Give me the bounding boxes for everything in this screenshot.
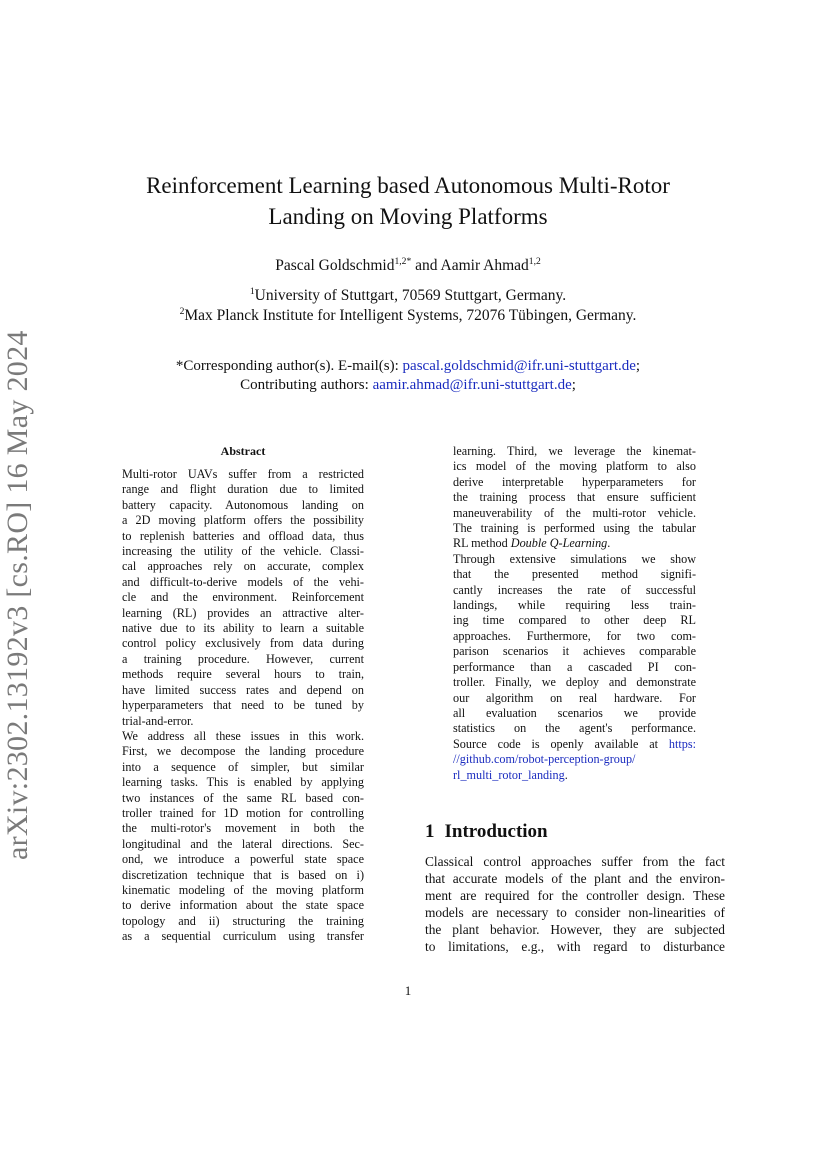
abstract-line: and difficult-to-derive models of the vehi- xyxy=(122,574,364,589)
source-code-link[interactable]: rl_multi_rotor_landing xyxy=(453,767,565,782)
abstract-line: our algorithm on real hardware. For xyxy=(453,690,696,705)
abstract-line: as a sequential curriculum using transfer xyxy=(122,929,364,944)
correspondence-block xyxy=(100,357,716,395)
source-code-line xyxy=(453,737,696,752)
body-line: that accurate models of the plant and the environ- xyxy=(425,871,725,886)
author-name: Aamir Ahmad xyxy=(440,257,529,274)
abstract-line: the multi-rotor's movement in both the xyxy=(122,821,364,836)
abstract-line: parison scenarios it achieves comparable xyxy=(453,644,696,659)
abstract-line: approaches. Furthermore, for two com- xyxy=(453,628,696,643)
abstract-line: hyperparameters that need to be tuned by xyxy=(122,698,364,713)
abstract-line: Through extensive simulations we show xyxy=(453,551,696,566)
abstract-line: ics model of the moving platform to also xyxy=(453,459,696,474)
abstract-line: a training procedure. However, current xyxy=(122,651,364,666)
affiliation-line xyxy=(100,306,716,326)
abstract-line: all evaluation scenarios we provide xyxy=(453,705,696,720)
section-title: Introduction xyxy=(444,821,548,842)
abstract-line: learning (RL) provides an attractive alter- xyxy=(122,605,364,620)
affiliation-mark: 2 xyxy=(179,305,185,317)
arxiv-identifier-stamp xyxy=(0,330,41,860)
affiliation-text: University of Stuttgart, 70569 Stuttgart, Germany. xyxy=(254,287,567,304)
title-line-1: Reinforcement Learning based Autonomous Multi-Rotor xyxy=(146,173,670,198)
abstract-line: that the presented method signifi- xyxy=(453,567,696,582)
abstract-line: landings, while requiring less train- xyxy=(453,598,696,613)
abstract-line: topology and ii) structuring the training xyxy=(122,913,364,928)
abstract-line: control policy exclusively from data during xyxy=(122,636,364,651)
author-affiliation-mark: 1,2 xyxy=(528,255,541,267)
abstract-line: cantly increases the rate of successful xyxy=(453,582,696,597)
abstract-heading: Abstract xyxy=(220,444,266,458)
abstract-line: native due to its ability to learn a suitable xyxy=(122,621,364,636)
method-suffix: . xyxy=(607,536,611,551)
affiliation-mark: 1 xyxy=(249,285,255,297)
abstract-line: range and flight duration due to limited xyxy=(122,482,364,497)
body-line: models are necessary to consider non-linearities of xyxy=(425,905,725,920)
affiliation-list xyxy=(100,286,716,326)
corresponding-author-line xyxy=(100,357,716,376)
section-number: 1 xyxy=(425,821,435,842)
abstract-line: battery capacity. Autonomous landing on xyxy=(122,497,364,512)
abstract-line: troller. Finally, we deploy and demonstrate xyxy=(453,675,696,690)
abstract-left-column xyxy=(122,467,364,945)
source-code-line xyxy=(453,752,696,767)
author-affiliation-mark: 1,2* xyxy=(394,255,412,267)
contributing-end: ; xyxy=(571,377,576,393)
contributing-email-link[interactable]: aamir.ahmad@ifr.uni-stuttgart.de xyxy=(372,377,572,393)
body-line: Classical control approaches suffer from the fact xyxy=(425,854,725,869)
author-name: Pascal Goldschmid xyxy=(275,257,395,274)
corresponding-email-link[interactable]: pascal.goldschmid@ifr.uni-stuttgart.de xyxy=(402,358,636,374)
arxiv-identifier-text: arXiv:2302.13192v3 [cs.RO] 16 May 2024 xyxy=(1,330,34,860)
body-line: to limitations, e.g., with regard to disturbance xyxy=(425,939,725,954)
contributing-authors-line xyxy=(100,376,716,395)
abstract-line: The training is performed using the tabular xyxy=(453,521,696,536)
abstract-line: longitudinal and the lateral directions. Sec- xyxy=(122,836,364,851)
body-line: ment are required for the controller design. These xyxy=(425,888,725,903)
abstract-method-line xyxy=(453,536,696,551)
source-prefix: Source code is openly available at xyxy=(453,736,669,751)
body-line: the plant behavior. However, they are subjected xyxy=(425,922,725,937)
corresponding-label: *Corresponding author(s). E-mail(s): xyxy=(175,358,403,374)
affiliation-text: Max Planck Institute for Intelligent Systems, 72076 Tübingen, Germany. xyxy=(184,307,637,324)
abstract-line: the training process that ensure sufficient xyxy=(453,490,696,505)
affiliation-line xyxy=(100,286,716,306)
abstract-line: to replenish batteries and offload data, thus xyxy=(122,528,364,543)
source-code-link[interactable]: //github.com/robot-perception-group/ xyxy=(453,752,636,767)
abstract-line: performance than a cascaded PI con- xyxy=(453,659,696,674)
source-code-link[interactable]: https: xyxy=(668,736,696,751)
author-connector: and xyxy=(411,257,441,274)
abstract-line: ing time compared to other deep RL xyxy=(453,613,696,628)
abstract-line: to derive information about the state space xyxy=(122,898,364,913)
contributing-label: Contributing authors: xyxy=(240,377,373,393)
section-heading xyxy=(425,820,725,844)
abstract-line: ond, we introduce a powerful state space xyxy=(122,852,364,867)
abstract-line: derive interpretable hyperparameters for xyxy=(453,474,696,489)
abstract-line: methods require several hours to train, xyxy=(122,667,364,682)
abstract-line: troller trained for 1D motion for controlling xyxy=(122,805,364,820)
page-number: 1 xyxy=(404,983,412,998)
abstract-line: We address all these issues in this work. xyxy=(122,728,364,743)
source-end: . xyxy=(564,767,568,782)
abstract-line: statistics on the agent's performance. xyxy=(453,721,696,736)
abstract-line: kinematic modeling of the moving platform xyxy=(122,882,364,897)
method-name: Double Q-Learning xyxy=(510,536,608,551)
abstract-line: discretization technique that is based on i) xyxy=(122,867,364,882)
abstract-right-column xyxy=(453,444,696,783)
corresponding-end: ; xyxy=(635,358,641,374)
title-line-2: Landing on Moving Platforms xyxy=(268,204,548,229)
abstract-line: learning tasks. This is enabled by applying xyxy=(122,775,364,790)
abstract-line: increasing the utility of the vehicle. Classi- xyxy=(122,544,364,559)
abstract-line: trial-and-error. xyxy=(122,713,194,728)
abstract-line: into a sequence of simpler, but similar xyxy=(122,759,364,774)
abstract-line: two instances of the same RL based con- xyxy=(122,790,364,805)
paper-title xyxy=(100,170,716,232)
source-code-line xyxy=(453,768,696,783)
abstract-line: have limited success rates and depend on xyxy=(122,682,364,697)
method-prefix: RL method xyxy=(453,536,511,551)
abstract-line: a 2D moving platform offers the possibility xyxy=(122,513,364,528)
abstract-line: cal approaches rely on accurate, complex xyxy=(122,559,364,574)
abstract-line: First, we decompose the landing procedure xyxy=(122,744,364,759)
abstract-line: learning. Third, we leverage the kinemat- xyxy=(453,444,696,458)
abstract-line: cle and the environment. Reinforcement xyxy=(122,590,364,605)
abstract-line: Multi-rotor UAVs suffer from a restricted xyxy=(122,467,364,481)
author-list xyxy=(100,255,716,277)
introduction-paragraph xyxy=(425,853,725,955)
abstract-line: maneuverability of the multi-rotor vehicle. xyxy=(453,505,696,520)
